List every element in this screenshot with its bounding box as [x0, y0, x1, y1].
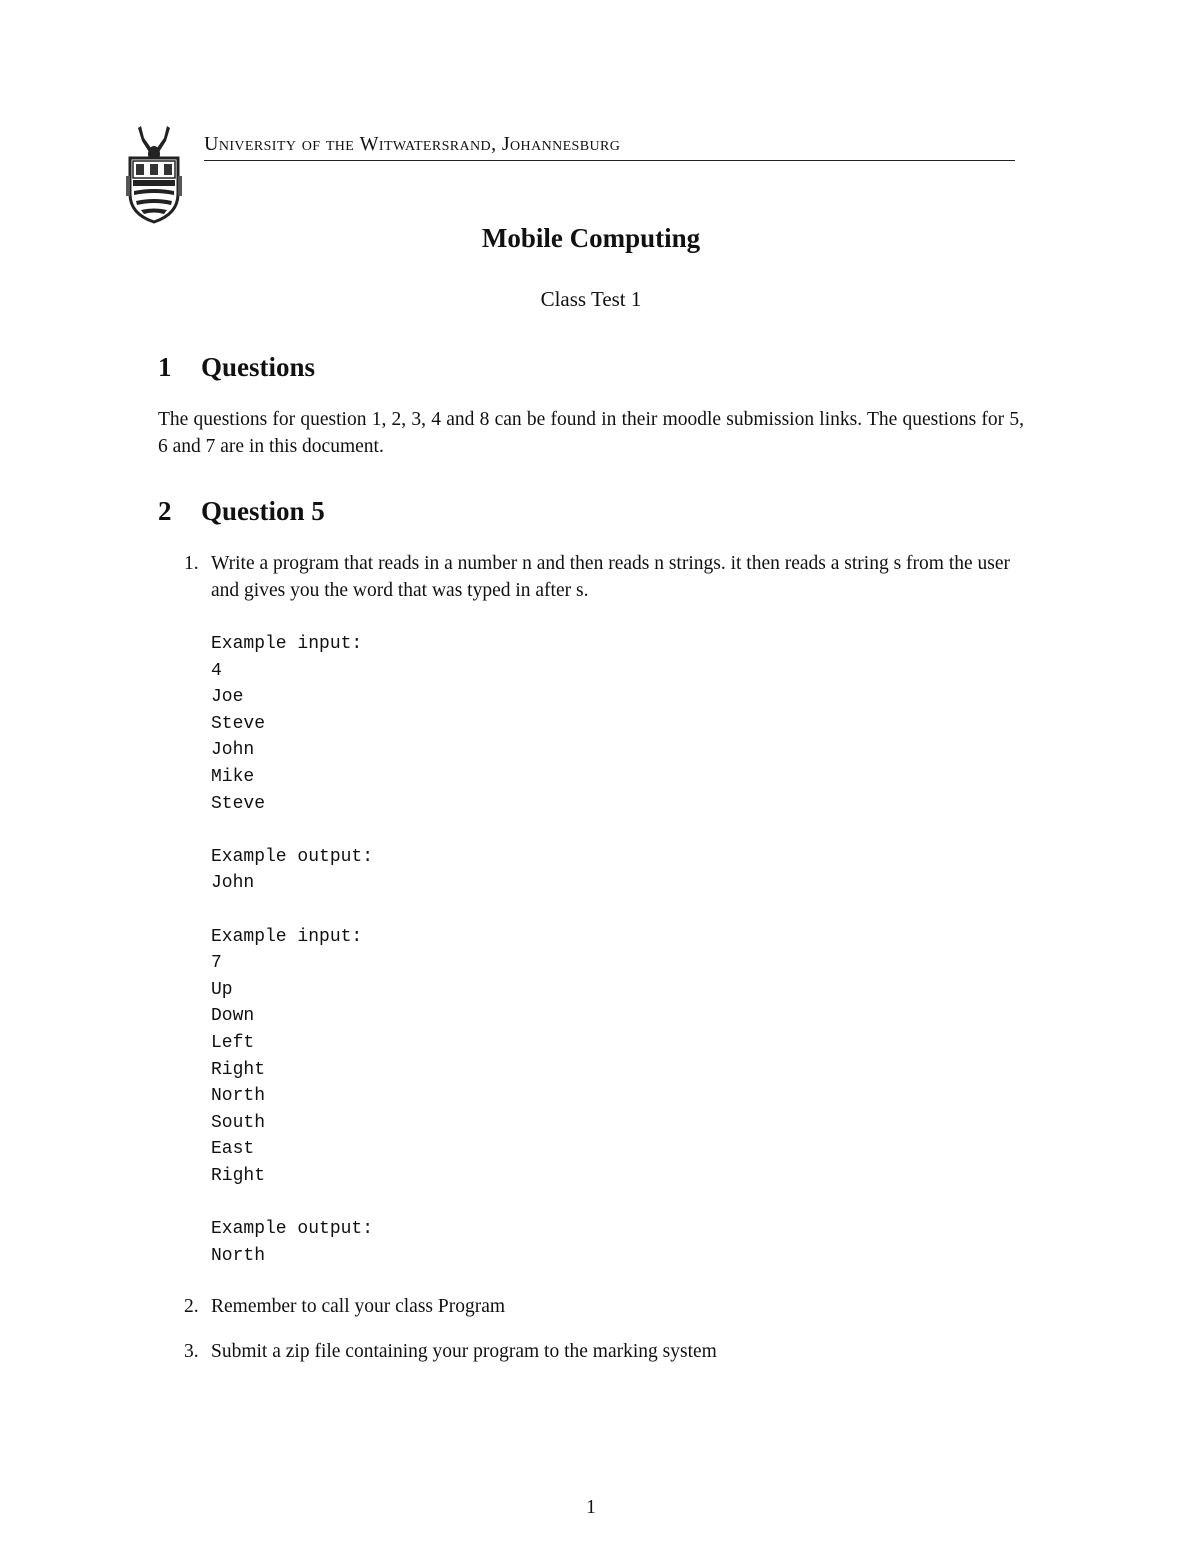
list-item [184, 550, 1024, 604]
code-line: Example output: [211, 1219, 374, 1240]
code-line [211, 817, 373, 844]
code-line: Steve [211, 793, 266, 814]
code-line: Left [211, 1032, 255, 1053]
list-item-number: 1. [184, 553, 199, 574]
example-code-block [211, 631, 373, 1269]
code-line: North [211, 1086, 266, 1107]
document-subtitle: Class Test 1 [540, 287, 642, 311]
university-name-part: ohannesburg [510, 133, 621, 155]
code-line: Example input: [211, 634, 363, 654]
code-line: Down [211, 1006, 255, 1027]
section-heading-question-5 [158, 496, 325, 527]
code-line: North [211, 1245, 266, 1266]
code-line: John [211, 873, 255, 894]
code-line: Joe [211, 687, 244, 708]
code-line: 4 [211, 660, 222, 681]
code-line: Up [211, 979, 233, 1000]
list-item [184, 1293, 1024, 1320]
section-heading-questions [158, 352, 315, 383]
list-item-text: Submit a zip file containing your program to the marking system [211, 1341, 717, 1362]
code-line: Steve [211, 713, 266, 734]
header-divider [204, 160, 1015, 161]
university-name-header [204, 133, 620, 156]
code-line: 7 [211, 953, 222, 974]
code-line: Example output: [211, 846, 374, 867]
list-item-number: 2. [184, 1296, 199, 1317]
code-line: Example input: [211, 926, 363, 947]
section-number: 2 [158, 496, 172, 526]
university-name-part: niversity of the [218, 133, 360, 155]
code-line: Mike [211, 766, 255, 787]
university-name-part: , J [491, 133, 511, 155]
section-title: Question 5 [201, 496, 325, 526]
list-item-text: Remember to call your class Program [211, 1296, 506, 1317]
page-number: 1 [586, 1497, 596, 1518]
code-line: South [211, 1112, 266, 1133]
section-number: 1 [158, 352, 172, 382]
list-item [184, 1338, 1024, 1365]
section-title: Questions [201, 352, 316, 382]
document-title: Mobile Computing [481, 223, 701, 253]
code-line: Right [211, 1165, 266, 1186]
university-crest-logo [124, 124, 184, 224]
code-line [211, 897, 373, 924]
list-item-number: 3. [184, 1341, 199, 1362]
university-name-part: itwatersrand [378, 133, 492, 155]
code-line: Right [211, 1059, 266, 1080]
list-item-text: Write a program that reads in a number n and then reads n strings. it then reads a string s from the user and gives you the word that was typed in after s. [211, 553, 1011, 601]
code-line [211, 1189, 373, 1216]
code-line: East [211, 1139, 255, 1160]
university-name-part: U [204, 133, 219, 155]
code-line: John [211, 740, 255, 761]
intro-paragraph: The questions for question 1, 2, 3, 4 and 8 can be found in their moodle submission links. The questions for 5, 6 and 7 are in this document. [158, 409, 1024, 457]
university-name-part: W [359, 133, 379, 155]
